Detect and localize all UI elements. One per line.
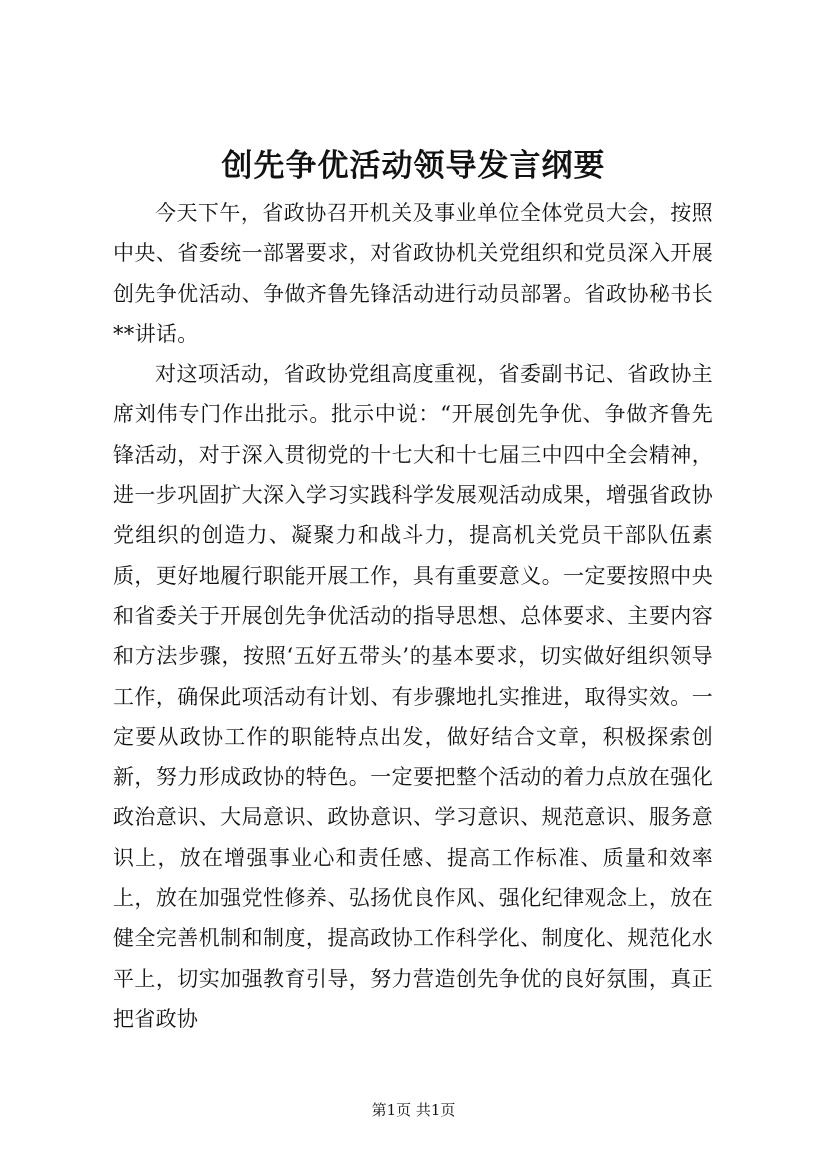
page-footer: 第1页 共1页 <box>371 1101 456 1119</box>
document-body <box>113 193 713 1039</box>
document-title: 创先争优活动领导发言纲要 <box>221 148 606 184</box>
paragraph-1: 今天下午，省政协召开机关及事业单位全体党员大会，按照中央、省委统一部署要求，对省政协机关党组织和党员深入开展创先争优活动、争做齐鲁先锋活动进行动员部署。省政协秘书长**讲话。 <box>113 201 713 346</box>
paragraph-2: 对这项活动，省政协党组高度重视，省委副书记、省政协主席刘伟专门作出批示。批示中说：“开展创先争优、争做齐鲁先锋活动，对于深入贯彻党的十七大和十七届三中四中全会精神，进一步巩固扩大深入学习实践科学发展观活动成果，增强省政协党组织的创造力、凝聚力和战斗力，提高机关党员干部队伍素质，更好地履行职能开展工作，具有重要意义。一定要按照中央和省委关于开展创先争优活动的指导思想、总体要求、主要内容和方法步骤，按照‘五好五带头’的基本要求，切实做好组织领导工作，确保此项活动有计划、有步骤地扎实推进，取得实效。一定要从政协工作的职能特点出发，做好结合文章，积极探索创新，努力形成政协的特色。一定要把整个活动的着力点放在强化政治意识、大局意识、政协意识、学习意识、规范意识、服务意识上，放在增强事业心和责任感、提高工作标准、质量和效率上，放在加强党性修养、弘扬优良作风、强化纪律观念上，放在健全完善机制和制度，提高政协工作科学化、制度化、规范化水平上，切实加强教育引导，努力营造创先争优的良好氛围，真正把省政协 <box>113 362 713 1031</box>
